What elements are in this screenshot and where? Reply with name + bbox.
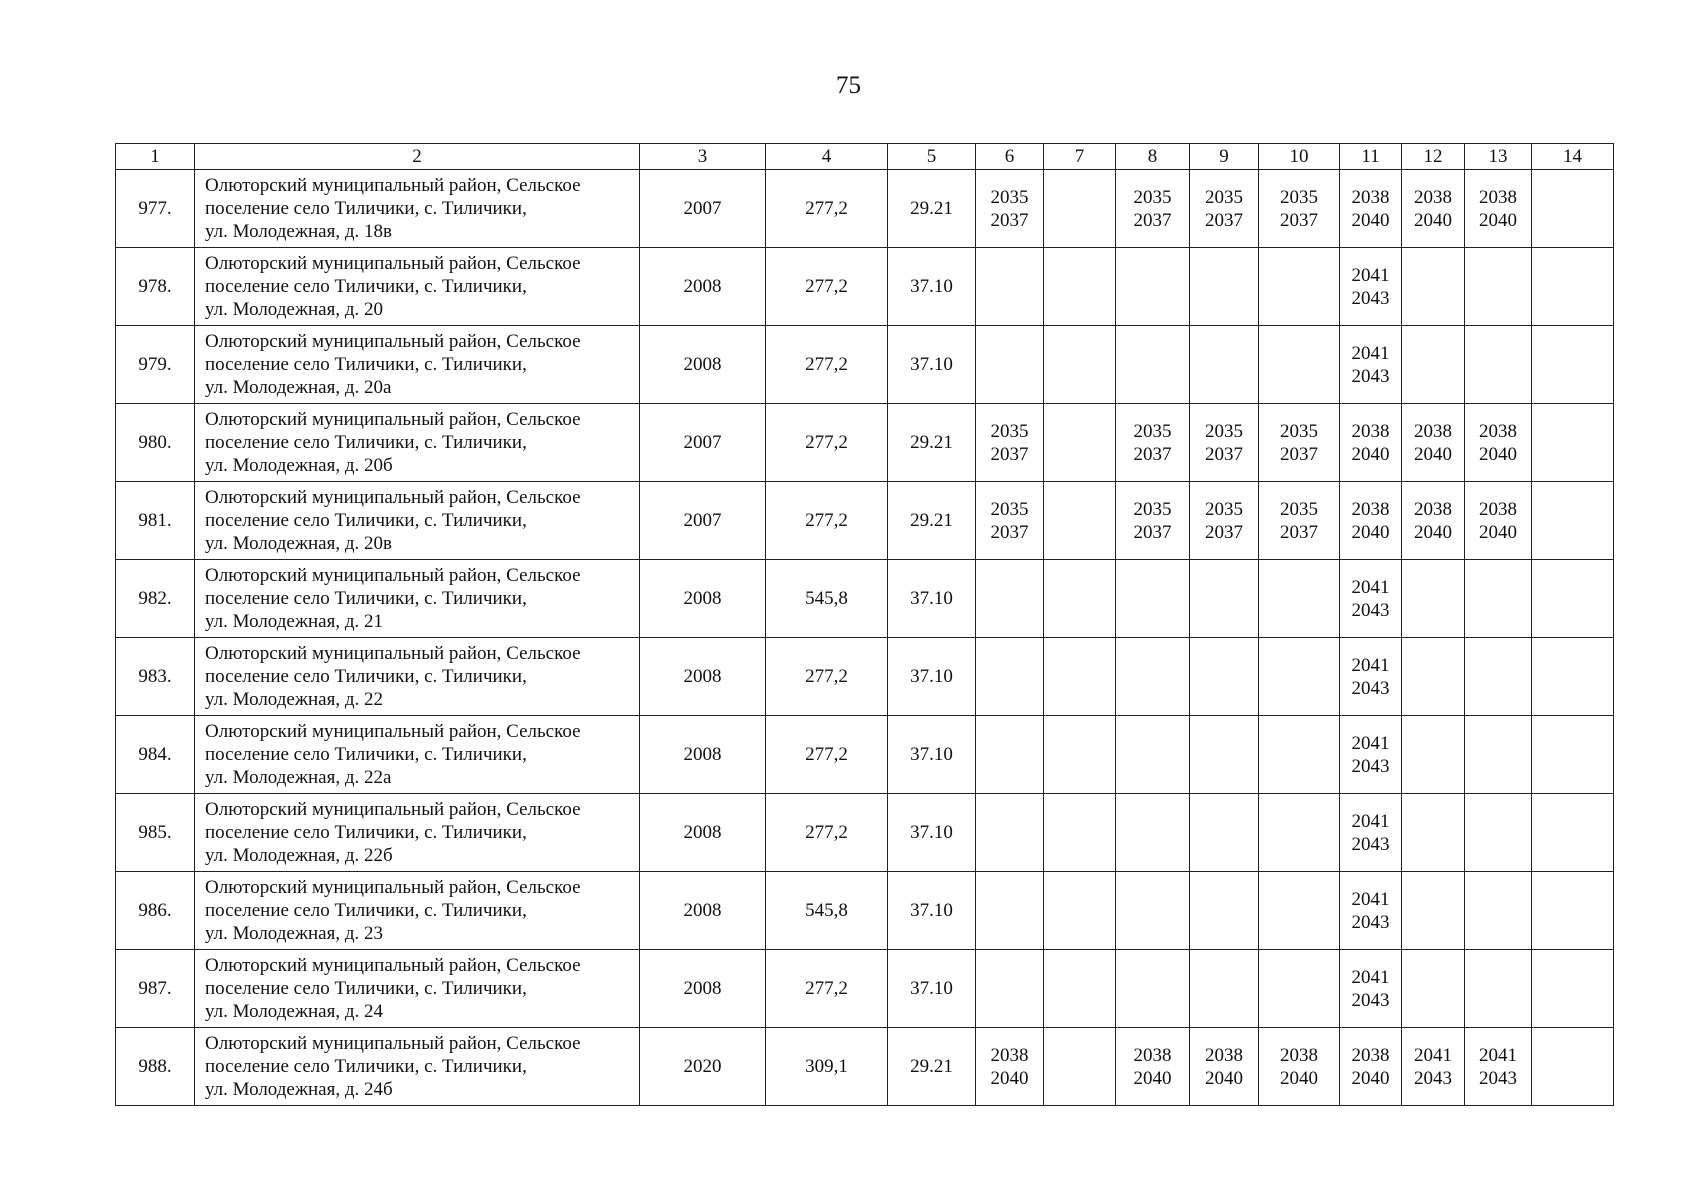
period-cell-13 bbox=[1465, 950, 1532, 1028]
period-cell-13 bbox=[1465, 716, 1532, 794]
period-cell-11 bbox=[1340, 482, 1402, 560]
period-value: 2038 2040 bbox=[1414, 498, 1452, 543]
period-cell-10 bbox=[1259, 638, 1340, 716]
period-value: 2038 2040 bbox=[1280, 1044, 1318, 1089]
code-cell: 29.21 bbox=[888, 482, 976, 560]
table-row bbox=[116, 248, 1614, 326]
period-value: 2035 2037 bbox=[1280, 420, 1318, 465]
period-cell-8 bbox=[1116, 482, 1190, 560]
period-cell-6 bbox=[976, 170, 1044, 248]
period-value: 2035 2037 bbox=[1280, 498, 1318, 543]
period-cell-9 bbox=[1190, 950, 1259, 1028]
period-cell-13 bbox=[1465, 560, 1532, 638]
period-cell-11 bbox=[1340, 1028, 1402, 1106]
table-row bbox=[116, 950, 1614, 1028]
address-cell: Олюторский муниципальный район, Сельское поселение село Тиличики, с. Тиличики, ул. Молодежная, д. 21 bbox=[195, 560, 640, 638]
period-cell-8 bbox=[1116, 560, 1190, 638]
period-cell-11 bbox=[1340, 950, 1402, 1028]
area-cell: 277,2 bbox=[766, 404, 888, 482]
column-header: 2 bbox=[195, 144, 640, 170]
period-cell-7 bbox=[1044, 794, 1116, 872]
period-cell-6 bbox=[976, 872, 1044, 950]
period-cell-14 bbox=[1532, 950, 1614, 1028]
period-value: 2035 2037 bbox=[1205, 498, 1243, 543]
period-cell-9 bbox=[1190, 482, 1259, 560]
period-cell-6 bbox=[976, 716, 1044, 794]
period-cell-12 bbox=[1402, 950, 1465, 1028]
period-cell-7 bbox=[1044, 326, 1116, 404]
period-cell-6 bbox=[976, 248, 1044, 326]
address-cell: Олюторский муниципальный район, Сельское поселение село Тиличики, с. Тиличики, ул. Молодежная, д. 23 bbox=[195, 872, 640, 950]
area-cell: 277,2 bbox=[766, 794, 888, 872]
period-cell-8 bbox=[1116, 248, 1190, 326]
period-cell-8 bbox=[1116, 638, 1190, 716]
period-value: 2035 2037 bbox=[1133, 420, 1172, 465]
column-header: 11 bbox=[1340, 144, 1402, 170]
period-value: 2038 2040 bbox=[1351, 186, 1390, 231]
row-number: 980. bbox=[116, 404, 195, 482]
table-row bbox=[116, 872, 1614, 950]
year-cell: 2007 bbox=[640, 404, 766, 482]
period-cell-13 bbox=[1465, 872, 1532, 950]
period-value: 2041 2043 bbox=[1351, 888, 1390, 933]
period-cell-9 bbox=[1190, 794, 1259, 872]
period-cell-7 bbox=[1044, 404, 1116, 482]
period-cell-12 bbox=[1402, 170, 1465, 248]
period-value: 2041 2043 bbox=[1351, 654, 1390, 699]
year-cell: 2008 bbox=[640, 326, 766, 404]
period-cell-8 bbox=[1116, 950, 1190, 1028]
period-cell-14 bbox=[1532, 560, 1614, 638]
period-value: 2038 2040 bbox=[1414, 186, 1452, 231]
period-cell-14 bbox=[1532, 872, 1614, 950]
period-value: 2041 2043 bbox=[1479, 1044, 1517, 1089]
area-cell: 277,2 bbox=[766, 482, 888, 560]
year-cell: 2008 bbox=[640, 716, 766, 794]
column-header: 14 bbox=[1532, 144, 1614, 170]
period-cell-12 bbox=[1402, 326, 1465, 404]
period-value: 2038 2040 bbox=[1133, 1044, 1172, 1089]
period-cell-13 bbox=[1465, 170, 1532, 248]
code-cell: 37.10 bbox=[888, 248, 976, 326]
column-header: 13 bbox=[1465, 144, 1532, 170]
period-cell-8 bbox=[1116, 794, 1190, 872]
page-number: 75 bbox=[836, 72, 861, 99]
period-cell-9 bbox=[1190, 638, 1259, 716]
period-cell-14 bbox=[1532, 1028, 1614, 1106]
period-cell-12 bbox=[1402, 404, 1465, 482]
row-number: 978. bbox=[116, 248, 195, 326]
period-cell-8 bbox=[1116, 326, 1190, 404]
housing-register-table bbox=[115, 143, 1614, 1106]
table-row bbox=[116, 1028, 1614, 1106]
period-cell-7 bbox=[1044, 170, 1116, 248]
year-cell: 2020 bbox=[640, 1028, 766, 1106]
code-cell: 29.21 bbox=[888, 170, 976, 248]
table-row bbox=[116, 560, 1614, 638]
period-cell-12 bbox=[1402, 1028, 1465, 1106]
period-value: 2038 2040 bbox=[990, 1044, 1029, 1089]
period-cell-14 bbox=[1532, 794, 1614, 872]
period-value: 2041 2043 bbox=[1351, 264, 1390, 309]
column-header: 6 bbox=[976, 144, 1044, 170]
period-value: 2035 2037 bbox=[990, 186, 1029, 231]
row-number: 986. bbox=[116, 872, 195, 950]
period-cell-10 bbox=[1259, 326, 1340, 404]
year-cell: 2008 bbox=[640, 248, 766, 326]
area-cell: 545,8 bbox=[766, 872, 888, 950]
period-cell-11 bbox=[1340, 716, 1402, 794]
period-cell-12 bbox=[1402, 638, 1465, 716]
period-cell-6 bbox=[976, 1028, 1044, 1106]
period-value: 2038 2040 bbox=[1351, 498, 1390, 543]
row-number: 984. bbox=[116, 716, 195, 794]
period-value: 2038 2040 bbox=[1414, 420, 1452, 465]
table-row bbox=[116, 638, 1614, 716]
period-cell-8 bbox=[1116, 872, 1190, 950]
period-cell-10 bbox=[1259, 482, 1340, 560]
code-cell: 37.10 bbox=[888, 872, 976, 950]
code-cell: 37.10 bbox=[888, 794, 976, 872]
row-number: 977. bbox=[116, 170, 195, 248]
area-cell: 277,2 bbox=[766, 950, 888, 1028]
area-cell: 277,2 bbox=[766, 638, 888, 716]
period-value: 2035 2037 bbox=[990, 420, 1029, 465]
period-cell-7 bbox=[1044, 950, 1116, 1028]
column-header: 1 bbox=[116, 144, 195, 170]
period-cell-10 bbox=[1259, 248, 1340, 326]
period-value: 2035 2037 bbox=[1280, 186, 1318, 231]
period-cell-14 bbox=[1532, 638, 1614, 716]
period-cell-10 bbox=[1259, 794, 1340, 872]
year-cell: 2008 bbox=[640, 950, 766, 1028]
period-cell-8 bbox=[1116, 170, 1190, 248]
year-cell: 2008 bbox=[640, 560, 766, 638]
row-number: 983. bbox=[116, 638, 195, 716]
column-header: 12 bbox=[1402, 144, 1465, 170]
column-header: 3 bbox=[640, 144, 766, 170]
period-cell-11 bbox=[1340, 872, 1402, 950]
period-cell-8 bbox=[1116, 404, 1190, 482]
period-value: 2041 2043 bbox=[1351, 732, 1390, 777]
column-number-header-row bbox=[116, 144, 1614, 170]
row-number: 987. bbox=[116, 950, 195, 1028]
address-cell: Олюторский муниципальный район, Сельское поселение село Тиличики, с. Тиличики, ул. Молодежная, д. 22а bbox=[195, 716, 640, 794]
period-value: 2041 2043 bbox=[1351, 810, 1390, 855]
address-cell: Олюторский муниципальный район, Сельское поселение село Тиличики, с. Тиличики, ул. Молодежная, д. 24б bbox=[195, 1028, 640, 1106]
period-cell-9 bbox=[1190, 872, 1259, 950]
column-header: 7 bbox=[1044, 144, 1116, 170]
area-cell: 277,2 bbox=[766, 170, 888, 248]
address-cell: Олюторский муниципальный район, Сельское поселение село Тиличики, с. Тиличики, ул. Молодежная, д. 18в bbox=[195, 170, 640, 248]
period-cell-9 bbox=[1190, 1028, 1259, 1106]
address-cell: Олюторский муниципальный район, Сельское поселение село Тиличики, с. Тиличики, ул. Молодежная, д. 20 bbox=[195, 248, 640, 326]
table-row bbox=[116, 716, 1614, 794]
column-header: 4 bbox=[766, 144, 888, 170]
code-cell: 37.10 bbox=[888, 950, 976, 1028]
period-cell-10 bbox=[1259, 560, 1340, 638]
period-cell-10 bbox=[1259, 950, 1340, 1028]
period-value: 2038 2040 bbox=[1205, 1044, 1243, 1089]
column-header: 5 bbox=[888, 144, 976, 170]
period-cell-13 bbox=[1465, 638, 1532, 716]
period-cell-9 bbox=[1190, 248, 1259, 326]
area-cell: 545,8 bbox=[766, 560, 888, 638]
period-cell-7 bbox=[1044, 482, 1116, 560]
table-row bbox=[116, 326, 1614, 404]
code-cell: 37.10 bbox=[888, 326, 976, 404]
period-cell-6 bbox=[976, 638, 1044, 716]
period-value: 2041 2043 bbox=[1414, 1044, 1452, 1089]
row-number: 979. bbox=[116, 326, 195, 404]
table-row bbox=[116, 482, 1614, 560]
address-cell: Олюторский муниципальный район, Сельское поселение село Тиличики, с. Тиличики, ул. Молодежная, д. 22б bbox=[195, 794, 640, 872]
period-cell-7 bbox=[1044, 872, 1116, 950]
area-cell: 309,1 bbox=[766, 1028, 888, 1106]
period-cell-10 bbox=[1259, 404, 1340, 482]
period-cell-12 bbox=[1402, 716, 1465, 794]
table-row bbox=[116, 794, 1614, 872]
column-header: 8 bbox=[1116, 144, 1190, 170]
period-cell-11 bbox=[1340, 638, 1402, 716]
period-cell-8 bbox=[1116, 1028, 1190, 1106]
year-cell: 2008 bbox=[640, 638, 766, 716]
period-cell-12 bbox=[1402, 482, 1465, 560]
row-number: 985. bbox=[116, 794, 195, 872]
address-cell: Олюторский муниципальный район, Сельское поселение село Тиличики, с. Тиличики, ул. Молодежная, д. 20в bbox=[195, 482, 640, 560]
period-cell-11 bbox=[1340, 560, 1402, 638]
period-cell-11 bbox=[1340, 404, 1402, 482]
period-cell-7 bbox=[1044, 560, 1116, 638]
period-cell-14 bbox=[1532, 248, 1614, 326]
area-cell: 277,2 bbox=[766, 716, 888, 794]
table-body bbox=[116, 144, 1614, 1106]
period-cell-7 bbox=[1044, 248, 1116, 326]
period-cell-10 bbox=[1259, 872, 1340, 950]
period-value: 2038 2040 bbox=[1351, 1044, 1390, 1089]
period-value: 2038 2040 bbox=[1479, 498, 1517, 543]
period-cell-13 bbox=[1465, 1028, 1532, 1106]
period-cell-6 bbox=[976, 950, 1044, 1028]
period-cell-8 bbox=[1116, 716, 1190, 794]
column-header: 10 bbox=[1259, 144, 1340, 170]
period-cell-12 bbox=[1402, 248, 1465, 326]
period-cell-9 bbox=[1190, 716, 1259, 794]
period-cell-6 bbox=[976, 794, 1044, 872]
period-cell-9 bbox=[1190, 404, 1259, 482]
period-cell-14 bbox=[1532, 404, 1614, 482]
period-cell-7 bbox=[1044, 1028, 1116, 1106]
period-cell-10 bbox=[1259, 170, 1340, 248]
year-cell: 2008 bbox=[640, 794, 766, 872]
period-value: 2035 2037 bbox=[1205, 420, 1243, 465]
period-cell-6 bbox=[976, 560, 1044, 638]
year-cell: 2007 bbox=[640, 482, 766, 560]
address-cell: Олюторский муниципальный район, Сельское поселение село Тиличики, с. Тиличики, ул. Молодежная, д. 24 bbox=[195, 950, 640, 1028]
period-cell-13 bbox=[1465, 326, 1532, 404]
row-number: 988. bbox=[116, 1028, 195, 1106]
period-cell-6 bbox=[976, 326, 1044, 404]
period-value: 2038 2040 bbox=[1479, 186, 1517, 231]
address-cell: Олюторский муниципальный район, Сельское поселение село Тиличики, с. Тиличики, ул. Молодежная, д. 22 bbox=[195, 638, 640, 716]
period-value: 2038 2040 bbox=[1351, 420, 1390, 465]
period-cell-13 bbox=[1465, 482, 1532, 560]
period-cell-13 bbox=[1465, 248, 1532, 326]
row-number: 982. bbox=[116, 560, 195, 638]
period-cell-9 bbox=[1190, 170, 1259, 248]
period-value: 2035 2037 bbox=[1205, 186, 1243, 231]
period-cell-6 bbox=[976, 482, 1044, 560]
area-cell: 277,2 bbox=[766, 326, 888, 404]
period-cell-11 bbox=[1340, 248, 1402, 326]
period-cell-13 bbox=[1465, 404, 1532, 482]
year-cell: 2007 bbox=[640, 170, 766, 248]
period-value: 2035 2037 bbox=[990, 498, 1029, 543]
period-cell-14 bbox=[1532, 326, 1614, 404]
period-cell-11 bbox=[1340, 794, 1402, 872]
period-cell-11 bbox=[1340, 170, 1402, 248]
period-cell-9 bbox=[1190, 560, 1259, 638]
period-cell-12 bbox=[1402, 794, 1465, 872]
period-cell-12 bbox=[1402, 560, 1465, 638]
column-header: 9 bbox=[1190, 144, 1259, 170]
code-cell: 37.10 bbox=[888, 560, 976, 638]
address-cell: Олюторский муниципальный район, Сельское поселение село Тиличики, с. Тиличики, ул. Молодежная, д. 20б bbox=[195, 404, 640, 482]
code-cell: 37.10 bbox=[888, 638, 976, 716]
period-cell-10 bbox=[1259, 1028, 1340, 1106]
code-cell: 29.21 bbox=[888, 1028, 976, 1106]
period-cell-11 bbox=[1340, 326, 1402, 404]
period-cell-6 bbox=[976, 404, 1044, 482]
period-cell-13 bbox=[1465, 794, 1532, 872]
period-cell-7 bbox=[1044, 638, 1116, 716]
period-cell-7 bbox=[1044, 716, 1116, 794]
period-value: 2041 2043 bbox=[1351, 576, 1390, 621]
period-cell-12 bbox=[1402, 872, 1465, 950]
period-cell-9 bbox=[1190, 326, 1259, 404]
table-row bbox=[116, 170, 1614, 248]
period-value: 2035 2037 bbox=[1133, 186, 1172, 231]
period-cell-10 bbox=[1259, 716, 1340, 794]
period-value: 2038 2040 bbox=[1479, 420, 1517, 465]
address-cell: Олюторский муниципальный район, Сельское поселение село Тиличики, с. Тиличики, ул. Молодежная, д. 20а bbox=[195, 326, 640, 404]
year-cell: 2008 bbox=[640, 872, 766, 950]
period-cell-14 bbox=[1532, 482, 1614, 560]
period-cell-14 bbox=[1532, 716, 1614, 794]
row-number: 981. bbox=[116, 482, 195, 560]
table-row bbox=[116, 404, 1614, 482]
period-value: 2041 2043 bbox=[1351, 342, 1390, 387]
code-cell: 37.10 bbox=[888, 716, 976, 794]
period-value: 2041 2043 bbox=[1351, 966, 1390, 1011]
period-value: 2035 2037 bbox=[1133, 498, 1172, 543]
area-cell: 277,2 bbox=[766, 248, 888, 326]
code-cell: 29.21 bbox=[888, 404, 976, 482]
period-cell-14 bbox=[1532, 170, 1614, 248]
